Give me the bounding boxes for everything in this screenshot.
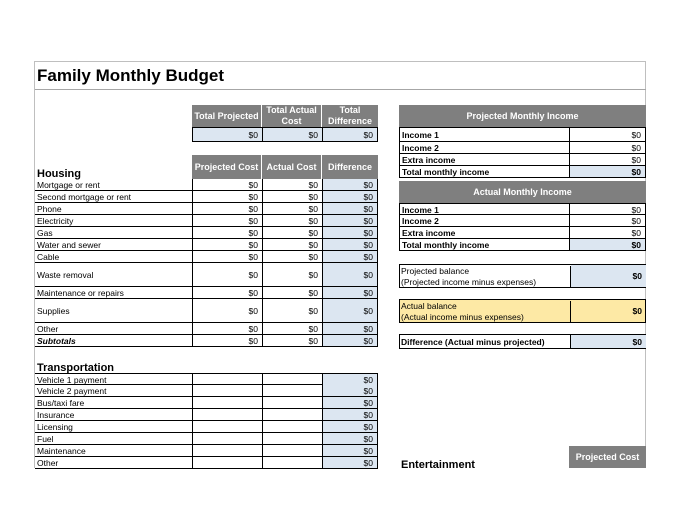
difference-cell[interactable]: $0 — [322, 374, 378, 385]
actual-income-header: Actual Monthly Income — [399, 181, 646, 203]
difference-cell[interactable]: $0 — [322, 445, 378, 456]
table-row — [35, 397, 378, 409]
table-row — [399, 142, 646, 154]
row-label: Vehicle 1 payment — [37, 374, 107, 385]
projected-cost-cell[interactable]: $0 — [192, 263, 262, 286]
projected-cost-cell[interactable]: $0 — [192, 227, 262, 238]
row-label: Other — [37, 323, 59, 334]
table-row — [35, 409, 378, 421]
row-label: Licensing — [37, 421, 73, 432]
row-label: Bus/taxi fare — [37, 397, 85, 408]
difference-cell[interactable]: $0 — [322, 179, 378, 190]
summary-actual-value[interactable]: $0 — [262, 127, 322, 142]
income-value-cell[interactable]: $0 — [631, 154, 641, 165]
difference-cell[interactable]: $0 — [322, 433, 378, 444]
projected-cost-cell[interactable] — [192, 409, 262, 420]
row-label: Fuel — [37, 433, 54, 444]
difference-cell[interactable]: $0 — [322, 227, 378, 238]
actual-cost-cell[interactable]: $0 — [262, 203, 322, 214]
projected-cost-cell[interactable]: $0 — [192, 299, 262, 322]
table-row — [35, 421, 378, 433]
actual-balance-sublabel: (Actual income minus expenses) — [401, 312, 524, 322]
actual-cost-cell[interactable] — [262, 374, 322, 385]
actual-cost-cell[interactable]: $0 — [262, 239, 322, 250]
table-row — [399, 239, 646, 251]
actual-cost-cell[interactable] — [262, 385, 322, 396]
row-label: Gas — [37, 227, 53, 238]
projected-cost-cell[interactable] — [192, 457, 262, 468]
projected-cost-cell[interactable]: $0 — [192, 335, 262, 346]
difference-cell[interactable]: $0 — [322, 263, 378, 286]
projected-balance-sublabel: (Projected income minus expenses) — [401, 277, 537, 287]
table-row — [399, 166, 646, 178]
difference-cell[interactable]: $0 — [322, 299, 378, 322]
actual-cost-cell[interactable] — [262, 421, 322, 432]
summary-header-actual: Total Actual Cost — [262, 105, 322, 127]
table-row — [399, 127, 646, 142]
summary-header-projected: Total Projected — [192, 105, 262, 127]
row-label: Waste removal — [37, 269, 94, 280]
actual-cost-cell[interactable]: $0 — [262, 251, 322, 262]
actual-cost-cell[interactable] — [262, 409, 322, 420]
difference-label: Difference (Actual minus projected) — [401, 335, 571, 348]
projected-income-header: Projected Monthly Income — [399, 105, 646, 127]
actual-cost-cell[interactable]: $0 — [262, 323, 322, 334]
table-row — [35, 385, 378, 397]
income-value-cell[interactable]: $0 — [631, 204, 641, 215]
table-row — [399, 154, 646, 166]
summary-projected-value[interactable]: $0 — [192, 127, 262, 142]
projected-cost-cell[interactable]: $0 — [192, 215, 262, 226]
actual-cost-cell[interactable]: $0 — [262, 227, 322, 238]
difference-cell[interactable]: $0 — [322, 203, 378, 214]
row-label: Cable — [37, 251, 60, 262]
actual-cost-cell[interactable]: $0 — [262, 215, 322, 226]
difference-cell[interactable]: $0 — [322, 251, 378, 262]
difference-cell[interactable]: $0 — [322, 397, 378, 408]
actual-balance-value[interactable]: $0 — [632, 306, 642, 316]
housing-header-actual: Actual Cost — [262, 155, 322, 179]
summary-difference-value[interactable]: $0 — [322, 127, 378, 142]
entertainment-header-projected: Projected Cost — [569, 446, 646, 468]
difference-cell[interactable]: $0 — [322, 287, 378, 298]
row-label: Maintenance — [37, 445, 86, 456]
table-row — [35, 251, 378, 263]
projected-cost-cell[interactable] — [192, 374, 262, 385]
difference-cell[interactable]: $0 — [322, 215, 378, 226]
row-label: Insurance — [37, 409, 75, 420]
actual-cost-cell[interactable] — [262, 445, 322, 456]
difference-value[interactable]: $0 — [571, 335, 646, 348]
actual-cost-cell[interactable]: $0 — [262, 191, 322, 202]
table-row — [35, 239, 378, 251]
row-label: Total monthly income — [400, 166, 570, 177]
income-value-cell[interactable]: $0 — [631, 142, 641, 153]
table-row — [35, 263, 378, 287]
projected-cost-cell[interactable]: $0 — [192, 239, 262, 250]
row-label: Income 2 — [400, 215, 570, 226]
projected-balance-box — [399, 264, 646, 288]
income-value-cell[interactable]: $0 — [631, 227, 641, 238]
row-label: Second mortgage or rent — [37, 191, 132, 202]
row-label: Maintenance or repairs — [37, 287, 124, 298]
row-label: Water and sewer — [37, 239, 101, 250]
difference-cell[interactable]: $0 — [322, 457, 378, 468]
table-row — [35, 457, 378, 469]
table-row — [35, 191, 378, 203]
difference-box — [399, 334, 646, 349]
entertainment-section-label: Entertainment — [401, 459, 475, 471]
income-value-cell[interactable]: $0 — [631, 215, 641, 226]
projected-cost-cell[interactable]: $0 — [192, 203, 262, 214]
housing-header-projected: Projected Cost — [192, 155, 262, 179]
row-label: Income 1 — [400, 204, 570, 215]
projected-cost-cell[interactable]: $0 — [192, 251, 262, 262]
table-row — [399, 215, 646, 227]
summary-header-difference: Total Difference — [322, 105, 378, 127]
subtotal-label: Subtotals — [37, 335, 76, 346]
actual-cost-cell[interactable]: $0 — [262, 179, 322, 190]
row-label: Income 2 — [400, 142, 570, 153]
table-row — [35, 287, 378, 299]
actual-cost-cell[interactable]: $0 — [262, 299, 322, 322]
projected-cost-cell[interactable] — [192, 397, 262, 408]
row-label: Extra income — [400, 154, 570, 165]
table-row — [35, 203, 378, 215]
actual-cost-cell[interactable]: $0 — [262, 335, 322, 346]
difference-cell[interactable]: $0 — [322, 335, 378, 346]
page-title: Family Monthly Budget — [37, 66, 224, 85]
housing-header-difference: Difference — [322, 155, 378, 179]
row-label: Phone — [37, 203, 62, 214]
row-label: Extra income — [400, 227, 570, 238]
difference-cell[interactable]: $0 — [322, 409, 378, 420]
table-row — [35, 433, 378, 445]
row-label: Vehicle 2 payment — [37, 385, 107, 396]
table-row — [35, 373, 378, 385]
projected-cost-cell[interactable]: $0 — [192, 179, 262, 190]
title-divider — [35, 89, 646, 90]
table-row — [399, 203, 646, 215]
projected-cost-cell[interactable]: $0 — [192, 287, 262, 298]
actual-cost-cell[interactable] — [262, 397, 322, 408]
projected-cost-cell[interactable]: $0 — [192, 323, 262, 334]
projected-balance-label: Projected balance — [401, 266, 470, 276]
table-row — [399, 227, 646, 239]
table-row — [35, 445, 378, 457]
actual-balance-box — [399, 299, 646, 323]
projected-cost-cell[interactable] — [192, 445, 262, 456]
housing-section-label: Housing — [37, 168, 81, 180]
table-row — [35, 215, 378, 227]
actual-cost-cell[interactable] — [262, 433, 322, 444]
row-label: Income 1 — [400, 128, 570, 142]
table-row — [35, 299, 378, 323]
difference-cell[interactable]: $0 — [322, 385, 378, 396]
actual-cost-cell[interactable]: $0 — [262, 287, 322, 298]
table-row — [35, 227, 378, 239]
row-label: Other — [37, 457, 59, 468]
table-row — [35, 323, 378, 335]
difference-cell[interactable]: $0 — [322, 239, 378, 250]
difference-cell[interactable]: $0 — [322, 191, 378, 202]
income-value-cell[interactable]: $0 — [631, 130, 641, 140]
income-value-cell[interactable]: $0 — [570, 166, 645, 177]
row-label: Electricity — [37, 215, 74, 226]
row-label: Supplies — [37, 305, 70, 316]
difference-cell[interactable]: $0 — [322, 421, 378, 432]
projected-balance-value[interactable]: $0 — [571, 265, 646, 287]
projected-cost-cell[interactable]: $0 — [192, 191, 262, 202]
projected-cost-cell[interactable] — [192, 421, 262, 432]
actual-cost-cell[interactable]: $0 — [262, 263, 322, 286]
housing-subtotal-row — [35, 335, 378, 347]
projected-cost-cell[interactable] — [192, 385, 262, 396]
difference-cell[interactable]: $0 — [322, 323, 378, 334]
projected-cost-cell[interactable] — [192, 433, 262, 444]
row-label: Mortgage or rent — [37, 179, 100, 190]
transportation-section-label: Transportation — [37, 362, 115, 374]
actual-cost-cell[interactable] — [262, 457, 322, 468]
row-label: Total monthly income — [400, 239, 570, 250]
actual-balance-label: Actual balance — [401, 301, 457, 311]
income-value-cell[interactable]: $0 — [570, 239, 645, 250]
table-row — [35, 179, 378, 191]
